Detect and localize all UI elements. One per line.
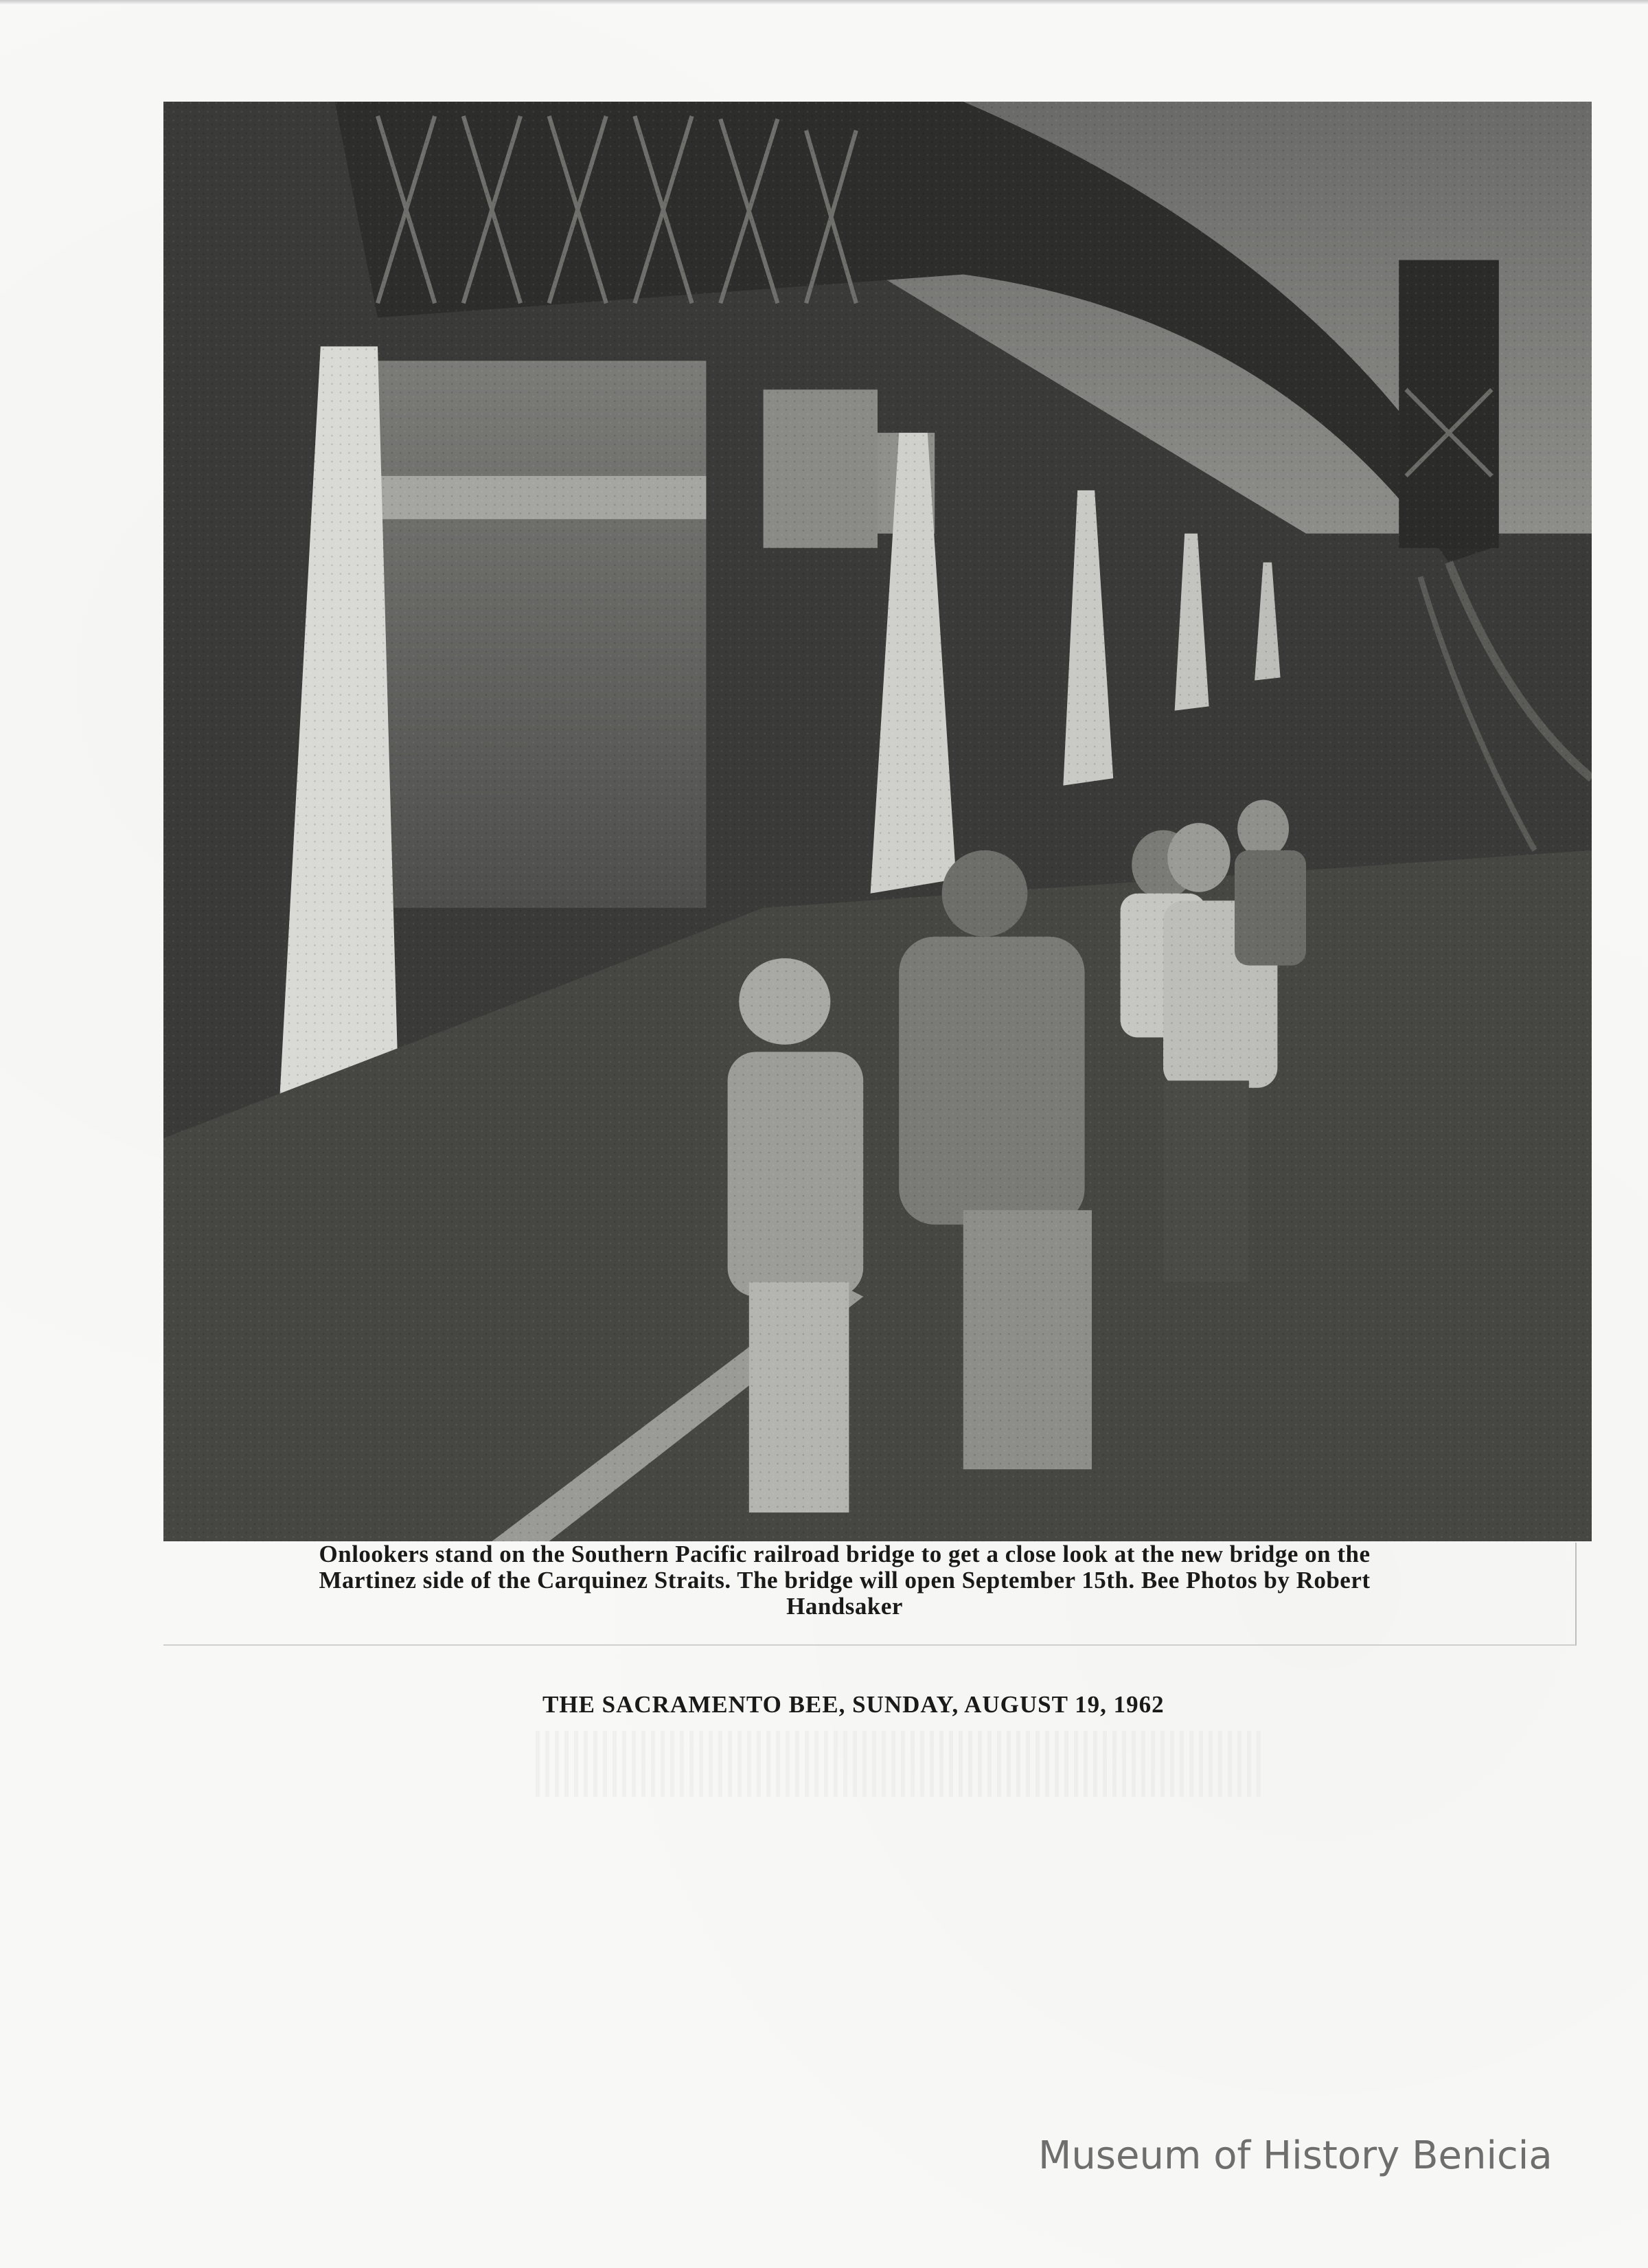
- archive-watermark: Museum of History Benicia: [1038, 2133, 1553, 2178]
- newspaper-photo: [163, 102, 1592, 1541]
- photo-caption: Onlookers stand on the Southern Pacific railroad bridge to get a close look at the new bridge on the Martinez side of the Carquinez Straits. The bridge will open September 15th. Bee Photos by Robert Handsaker: [319, 1541, 1371, 1620]
- halftone-grain: [163, 102, 1592, 1541]
- scan-top-edge: [0, 0, 1648, 4]
- newspaper-dateline: THE SACRAMENTO BEE, SUNDAY, AUGUST 19, 1962: [542, 1691, 1165, 1718]
- scan-smudge: [536, 1731, 1263, 1797]
- bridge-photo-illustration: [163, 102, 1592, 1541]
